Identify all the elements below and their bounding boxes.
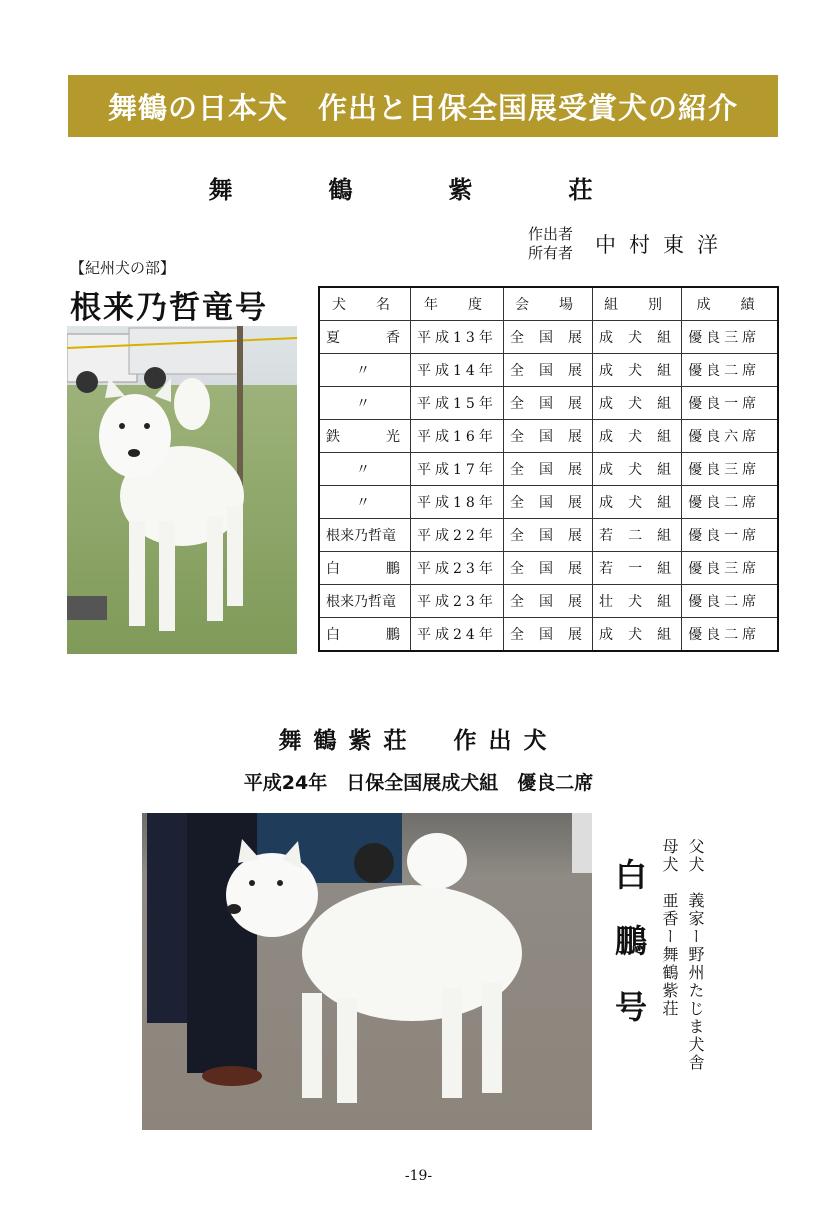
cell-year: 平成18年 — [411, 486, 504, 519]
cell-venue: 全国展 — [504, 321, 593, 354]
cell-venue: 全国展 — [504, 552, 593, 585]
table-row — [319, 420, 778, 453]
cell-venue: 全国展 — [504, 486, 593, 519]
cell-year: 平成14年 — [411, 354, 504, 387]
cell-year: 平成15年 — [411, 387, 504, 420]
owner-label: 所有者 — [528, 244, 574, 262]
cell-result: 優良一席 — [682, 387, 778, 420]
cell-class: 成犬組 — [593, 387, 682, 420]
cell-class: 成犬組 — [593, 354, 682, 387]
cell-venue: 全国展 — [504, 354, 593, 387]
cell-class: 成犬組 — [593, 486, 682, 519]
sire-line: 父犬 義家ー野州たじま犬舎 — [686, 838, 705, 1072]
cell-class: 若二組 — [593, 519, 682, 552]
cell-dog-name: 〃 — [319, 486, 411, 519]
cell-dog-name: 根来乃哲竜 — [319, 519, 411, 552]
cell-result: 優良三席 — [682, 321, 778, 354]
cell-class: 成犬組 — [593, 420, 682, 453]
cell-year: 平成16年 — [411, 420, 504, 453]
cell-venue: 全国展 — [504, 420, 593, 453]
cell-result: 優良二席 — [682, 585, 778, 618]
cell-year: 平成22年 — [411, 519, 504, 552]
page-number: -19- — [404, 1168, 433, 1184]
table-row — [319, 387, 778, 420]
cell-dog-name: 〃 — [319, 387, 411, 420]
cell-year: 平成23年 — [411, 552, 504, 585]
dog1-name: 根来乃哲竜号 — [70, 290, 268, 326]
page-banner: 舞鶴の日本犬 作出と日保全国展受賞犬の紹介 — [68, 75, 778, 137]
cell-year: 平成23年 — [411, 585, 504, 618]
cell-venue: 全国展 — [504, 387, 593, 420]
table-row — [319, 486, 778, 519]
dog2-heading: 舞鶴紫荘 作出犬 — [278, 728, 559, 754]
dog2-photo — [142, 813, 592, 1130]
table-row — [319, 618, 778, 652]
table-header-row — [319, 287, 778, 321]
cell-class: 成犬組 — [593, 453, 682, 486]
maker-label: 作出者 — [528, 225, 574, 243]
cell-dog-name: 白鵬 — [319, 552, 411, 585]
header-result: 成 績 — [682, 287, 778, 321]
table-row — [319, 552, 778, 585]
cell-venue: 全国展 — [504, 453, 593, 486]
dog1-photo — [67, 326, 297, 654]
cell-dog-name: 〃 — [319, 453, 411, 486]
cell-venue: 全国展 — [504, 585, 593, 618]
table-row — [319, 453, 778, 486]
breeder-name: 中村東洋 — [595, 233, 732, 257]
header-year: 年 度 — [411, 287, 504, 321]
cell-dog-name: 根来乃哲竜 — [319, 585, 411, 618]
breeder-role-labels — [528, 225, 573, 263]
section-label: 【紀州犬の部】 — [70, 259, 176, 277]
cell-result: 優良二席 — [682, 618, 778, 652]
table-row — [319, 321, 778, 354]
cell-class: 成犬組 — [593, 618, 682, 652]
header-dog-name: 犬 名 — [319, 287, 411, 321]
cell-result: 優良六席 — [682, 420, 778, 453]
cell-dog-name: 夏香 — [319, 321, 411, 354]
cell-venue: 全国展 — [504, 618, 593, 652]
cell-year: 平成24年 — [411, 618, 504, 652]
cell-result: 優良二席 — [682, 486, 778, 519]
breeder-block — [528, 225, 731, 263]
dog2-award-line: 平成24年 日保全国展成犬組 優良二席 — [243, 772, 594, 794]
cell-result: 優良三席 — [682, 453, 778, 486]
table-row — [319, 585, 778, 618]
header-class: 組 別 — [593, 287, 682, 321]
cell-result: 優良二席 — [682, 354, 778, 387]
awards-table — [318, 286, 779, 652]
kennel-title: 舞 鶴 紫 荘 — [208, 176, 629, 204]
cell-dog-name: 鉄光 — [319, 420, 411, 453]
dam-line: 母犬 亜香ー舞鶴紫荘 — [660, 838, 679, 1018]
cell-class: 壮犬組 — [593, 585, 682, 618]
dog2-name: 白鵬号 — [610, 858, 648, 1056]
cell-class: 成犬組 — [593, 321, 682, 354]
cell-result: 優良三席 — [682, 552, 778, 585]
cell-year: 平成13年 — [411, 321, 504, 354]
cell-dog-name: 〃 — [319, 354, 411, 387]
cell-result: 優良一席 — [682, 519, 778, 552]
header-venue: 会 場 — [504, 287, 593, 321]
table-row — [319, 354, 778, 387]
cell-year: 平成17年 — [411, 453, 504, 486]
table-row — [319, 519, 778, 552]
cell-venue: 全国展 — [504, 519, 593, 552]
cell-class: 若一組 — [593, 552, 682, 585]
cell-dog-name: 白鵬 — [319, 618, 411, 652]
